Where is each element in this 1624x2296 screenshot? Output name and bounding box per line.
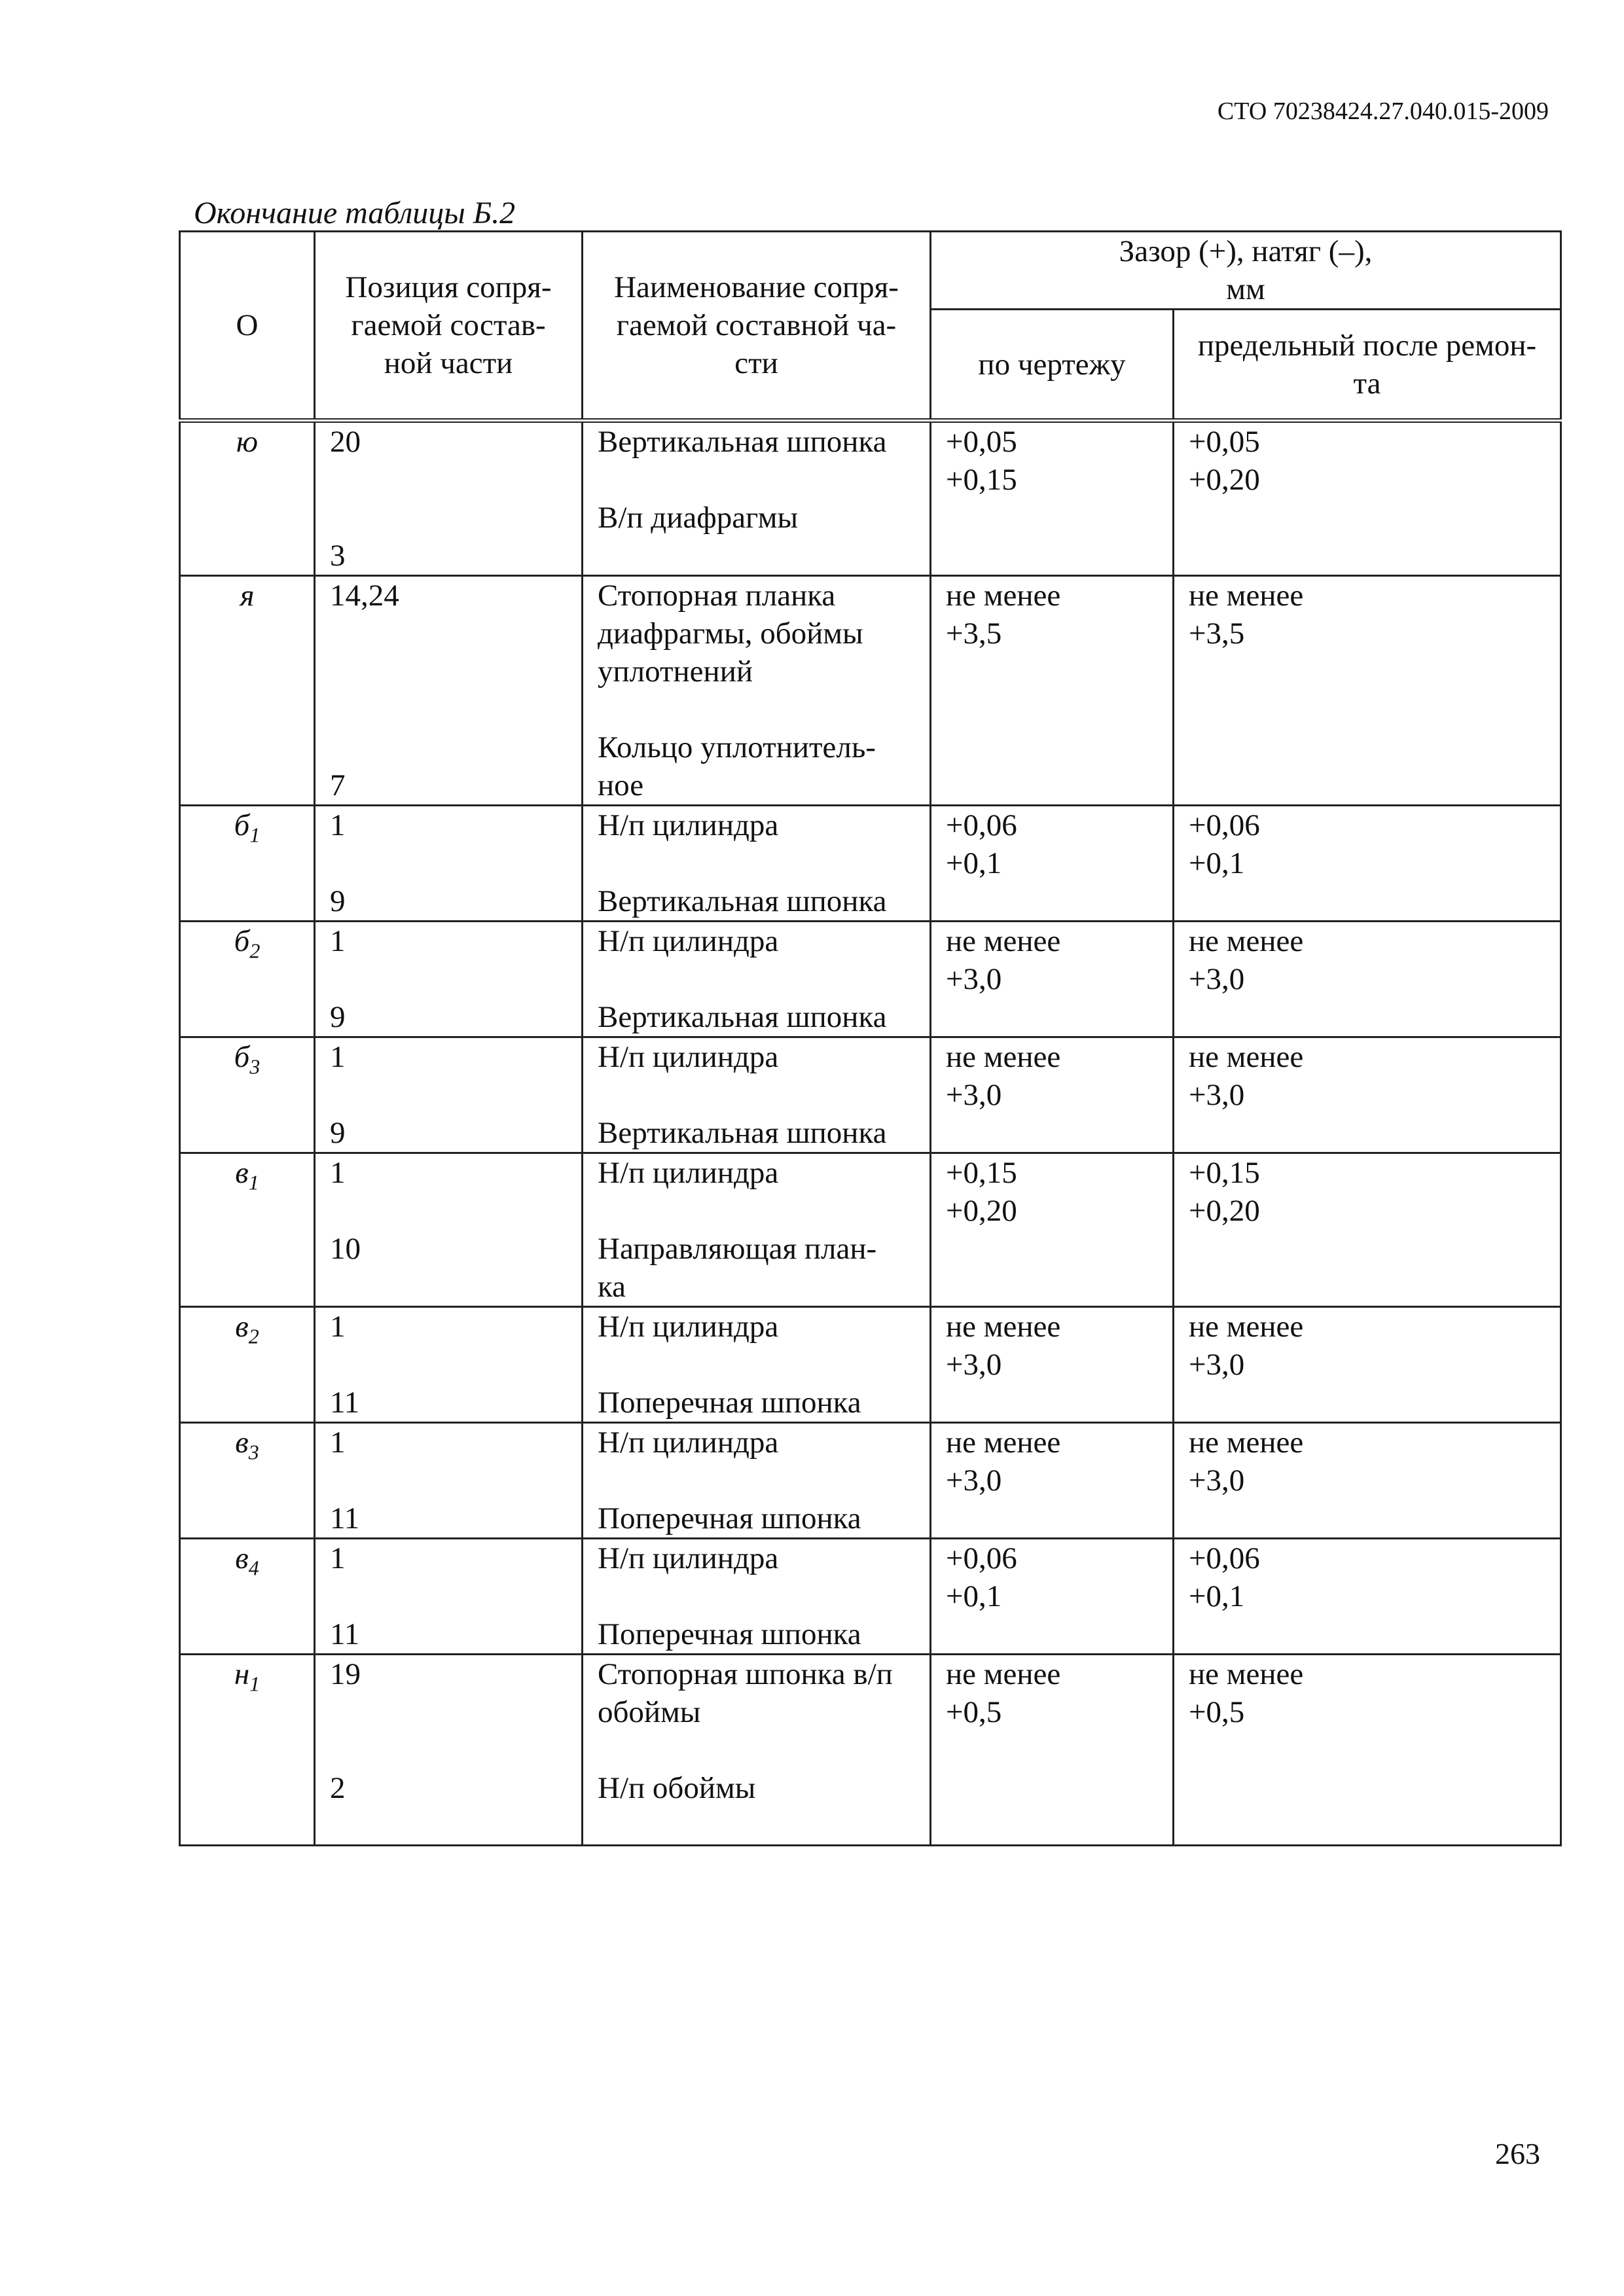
limit-value-cell-line: +3,0: [1189, 962, 1245, 996]
table-body: [180, 421, 1561, 1846]
position-cell: [315, 1153, 583, 1307]
name-cell-line: [598, 844, 915, 882]
position-cell: [315, 1423, 583, 1539]
name-cell: [583, 922, 931, 1037]
position-cell-line: 14,24: [330, 579, 399, 613]
drawing-value-cell-line: +0,20: [946, 1194, 1017, 1228]
name-cell-line: диафрагмы, обоймы: [598, 617, 863, 651]
drawing-value-cell-line: +0,05: [946, 425, 1017, 459]
limit-value-cell-line: +0,20: [1189, 1194, 1260, 1228]
name-cell-line: Н/п цилиндра: [598, 808, 779, 842]
name-cell-line: ное: [598, 768, 644, 802]
name-cell-line: В/п диафрагмы: [598, 501, 799, 535]
table-row: [180, 1037, 1561, 1153]
position-cell-line: 1: [330, 924, 346, 958]
name-cell-line: Н/п цилиндра: [598, 1040, 779, 1074]
limit-value-cell: [1174, 922, 1561, 1037]
drawing-value-cell-line: +0,06: [946, 808, 1017, 842]
name-cell-line: Поперечная шпонка: [598, 1501, 861, 1535]
limit-value-cell-line: не менее: [1189, 1310, 1304, 1344]
limit-value-cell-line: не менее: [1189, 924, 1304, 958]
limit-value-cell: [1174, 1153, 1561, 1307]
drawing-value-cell: [931, 1307, 1174, 1423]
position-cell-line: 1: [330, 1426, 346, 1460]
header-designation: О: [180, 232, 315, 421]
header-by-drawing: по чертежу: [931, 310, 1174, 421]
limit-value-cell: [1174, 421, 1561, 576]
limit-value-cell: [1174, 1307, 1561, 1423]
name-cell-line: [598, 1346, 915, 1384]
name-cell-line: Направляющая план-: [598, 1232, 877, 1266]
limit-value-cell: [1174, 1539, 1561, 1655]
position-cell-line: 1: [330, 1310, 346, 1344]
limit-value-cell-line: не менее: [1189, 1657, 1304, 1691]
position-cell-line: 1: [330, 1040, 346, 1074]
position-cell-line: 3: [330, 539, 346, 573]
table-row: [180, 421, 1561, 576]
position-cell: [315, 1037, 583, 1153]
drawing-value-cell: [931, 922, 1174, 1037]
table-row: [180, 922, 1561, 1037]
designation-cell: $в_4$: [180, 1539, 315, 1655]
drawing-value-cell-line: не менее: [946, 1310, 1061, 1344]
name-cell-line: ка: [598, 1270, 626, 1304]
position-cell-line: 1: [330, 1156, 346, 1190]
limit-value-cell: [1174, 576, 1561, 806]
limit-value-cell-line: +0,5: [1189, 1695, 1245, 1729]
drawing-value-cell-line: не менее: [946, 1040, 1061, 1074]
position-cell-line: [330, 461, 567, 499]
drawing-value-cell: [931, 421, 1174, 576]
name-cell: [583, 806, 931, 922]
position-cell: [315, 922, 583, 1037]
name-cell-line: [598, 537, 915, 575]
page-number: 263: [1495, 2137, 1540, 2170]
drawing-value-cell-line: +0,1: [946, 846, 1002, 880]
name-cell: [583, 1655, 931, 1846]
position-cell-line: [330, 844, 567, 882]
drawing-value-cell-line: +0,15: [946, 463, 1017, 497]
limit-value-cell-line: +0,15: [1189, 1156, 1260, 1190]
name-cell-line: обоймы: [598, 1695, 701, 1729]
drawing-value-cell-line: +0,06: [946, 1541, 1017, 1575]
position-cell-line: [330, 1268, 567, 1306]
limit-value-cell-line: не менее: [1189, 579, 1304, 613]
position-cell-line: [330, 1731, 567, 1769]
limit-value-cell-line: +0,06: [1189, 1541, 1260, 1575]
drawing-value-cell-line: +0,1: [946, 1579, 1002, 1613]
designation-cell: $в_1$: [180, 1153, 315, 1307]
position-cell-line: [330, 653, 567, 691]
drawing-value-cell: [931, 1423, 1174, 1539]
position-cell-line: 20: [330, 425, 361, 459]
name-cell: [583, 1153, 931, 1307]
table-row: [180, 1655, 1561, 1846]
table-caption: Окончание таблицы Б.2: [194, 196, 516, 230]
name-cell-line: [598, 1076, 915, 1114]
name-cell-line: Вертикальная шпонка: [598, 884, 887, 918]
limit-value-cell-line: +0,1: [1189, 1579, 1245, 1613]
limit-value-cell-line: +0,06: [1189, 808, 1260, 842]
table-row: [180, 806, 1561, 922]
name-cell: [583, 421, 931, 576]
position-cell-line: 9: [330, 1000, 346, 1034]
drawing-value-cell-line: не менее: [946, 1426, 1061, 1460]
drawing-value-cell-line: не менее: [946, 924, 1061, 958]
drawing-value-cell: [931, 1153, 1174, 1307]
limit-value-cell-line: не менее: [1189, 1040, 1304, 1074]
drawing-value-cell-line: +0,15: [946, 1156, 1017, 1190]
name-cell-line: Н/п обоймы: [598, 1771, 756, 1805]
name-cell-line: уплотнений: [598, 655, 753, 689]
name-cell-line: [598, 691, 915, 728]
drawing-value-cell-line: не менее: [946, 579, 1061, 613]
name-cell: [583, 576, 931, 806]
limit-value-cell-line: +3,0: [1189, 1078, 1245, 1112]
header-name: Наименование сопря- гаемой составной ча- сти: [583, 232, 931, 421]
position-cell-line: [330, 1462, 567, 1499]
designation-cell: $н_1$: [180, 1655, 315, 1846]
drawing-value-cell: [931, 1037, 1174, 1153]
limit-value-cell: [1174, 1423, 1561, 1539]
name-cell-line: Вертикальная шпонка: [598, 425, 887, 459]
designation-cell: $в_2$: [180, 1307, 315, 1423]
limit-value-cell-line: +0,05: [1189, 425, 1260, 459]
position-cell-line: [330, 1076, 567, 1114]
limit-value-cell-line: +3,5: [1189, 617, 1245, 651]
position-cell-line: [330, 615, 567, 653]
position-cell-line: [330, 728, 567, 766]
limit-value-cell: [1174, 1037, 1561, 1153]
limit-value-cell-line: не менее: [1189, 1426, 1304, 1460]
name-cell-line: Поперечная шпонка: [598, 1386, 861, 1420]
limit-value-cell: [1174, 1655, 1561, 1846]
position-cell-line: 11: [330, 1617, 360, 1651]
name-cell: [583, 1307, 931, 1423]
position-cell: [315, 1655, 583, 1846]
drawing-value-cell-line: +3,0: [946, 962, 1002, 996]
drawing-value-cell-line: +0,5: [946, 1695, 1002, 1729]
designation-cell: я: [180, 576, 315, 806]
limit-value-cell-line: +0,20: [1189, 463, 1260, 497]
drawing-value-cell-line: +3,5: [946, 617, 1002, 651]
position-cell-line: 7: [330, 768, 346, 802]
table-row: [180, 576, 1561, 806]
name-cell-line: Поперечная шпонка: [598, 1617, 861, 1651]
name-cell-line: [598, 461, 915, 499]
header-gap-group: Зазор (+), натяг (–), мм: [931, 232, 1561, 310]
table-row: [180, 1539, 1561, 1655]
header-position: Позиция сопря- гаемой состав- ной части: [315, 232, 583, 421]
drawing-value-cell: [931, 1655, 1174, 1846]
drawing-value-cell: [931, 576, 1174, 806]
position-cell-line: [330, 1346, 567, 1384]
designation-cell: $б_2$: [180, 922, 315, 1037]
name-cell-line: Стопорная шпонка в/п: [598, 1657, 893, 1691]
document-code: СТО 70238424.27.040.015-2009: [1217, 98, 1549, 125]
table-row: [180, 1423, 1561, 1539]
drawing-value-cell-line: +3,0: [946, 1463, 1002, 1498]
name-cell-line: [598, 960, 915, 998]
name-cell: [583, 1539, 931, 1655]
name-cell-line: Н/п цилиндра: [598, 1156, 779, 1190]
position-cell-line: 1: [330, 1541, 346, 1575]
position-cell: [315, 576, 583, 806]
position-cell-line: [330, 691, 567, 728]
position-cell-line: [330, 499, 567, 537]
position-cell-line: [330, 960, 567, 998]
drawing-value-cell: [931, 1539, 1174, 1655]
name-cell-line: [598, 1192, 915, 1230]
designation-cell: $б_3$: [180, 1037, 315, 1153]
position-cell-line: 1: [330, 808, 346, 842]
drawing-value-cell-line: +3,0: [946, 1078, 1002, 1112]
spec-table: [179, 230, 1562, 1846]
position-cell-line: [330, 1693, 567, 1731]
name-cell-line: Кольцо уплотнитель-: [598, 730, 876, 764]
name-cell-line: Н/п цилиндра: [598, 924, 779, 958]
position-cell-line: 9: [330, 1116, 346, 1150]
name-cell-line: Н/п цилиндра: [598, 1310, 779, 1344]
table-row: [180, 1307, 1561, 1423]
position-cell-line: [330, 1577, 567, 1615]
name-cell-line: Стопорная планка: [598, 579, 836, 613]
name-cell-line: Н/п цилиндра: [598, 1541, 779, 1575]
position-cell-line: 19: [330, 1657, 361, 1691]
position-cell-line: 9: [330, 884, 346, 918]
position-cell: [315, 1307, 583, 1423]
position-cell-line: 11: [330, 1501, 360, 1535]
position-cell-line: 10: [330, 1232, 361, 1266]
limit-value-cell-line: +3,0: [1189, 1348, 1245, 1382]
name-cell-line: Вертикальная шпонка: [598, 1000, 887, 1034]
position-cell-line: [330, 1192, 567, 1230]
designation-cell: $в_3$: [180, 1423, 315, 1539]
drawing-value-cell-line: не менее: [946, 1657, 1061, 1691]
name-cell: [583, 1423, 931, 1539]
limit-value-cell: [1174, 806, 1561, 922]
designation-cell: $б_1$: [180, 806, 315, 922]
name-cell-line: [598, 1462, 915, 1499]
name-cell-line: [598, 1577, 915, 1615]
limit-value-cell-line: +0,1: [1189, 846, 1245, 880]
name-cell-line: Н/п цилиндра: [598, 1426, 779, 1460]
drawing-value-cell-line: +3,0: [946, 1348, 1002, 1382]
name-cell-line: Вертикальная шпонка: [598, 1116, 887, 1150]
position-cell-line: 11: [330, 1386, 360, 1420]
header-limit-after-repair: предельный после ремон- та: [1174, 310, 1561, 421]
name-cell-line: [598, 1731, 915, 1769]
position-cell: [315, 1539, 583, 1655]
name-cell: [583, 1037, 931, 1153]
position-cell: [315, 806, 583, 922]
designation-cell: ю: [180, 421, 315, 576]
table-row: [180, 1153, 1561, 1307]
limit-value-cell-line: +3,0: [1189, 1463, 1245, 1498]
drawing-value-cell: [931, 806, 1174, 922]
position-cell-line: 2: [330, 1771, 346, 1805]
position-cell: [315, 421, 583, 576]
